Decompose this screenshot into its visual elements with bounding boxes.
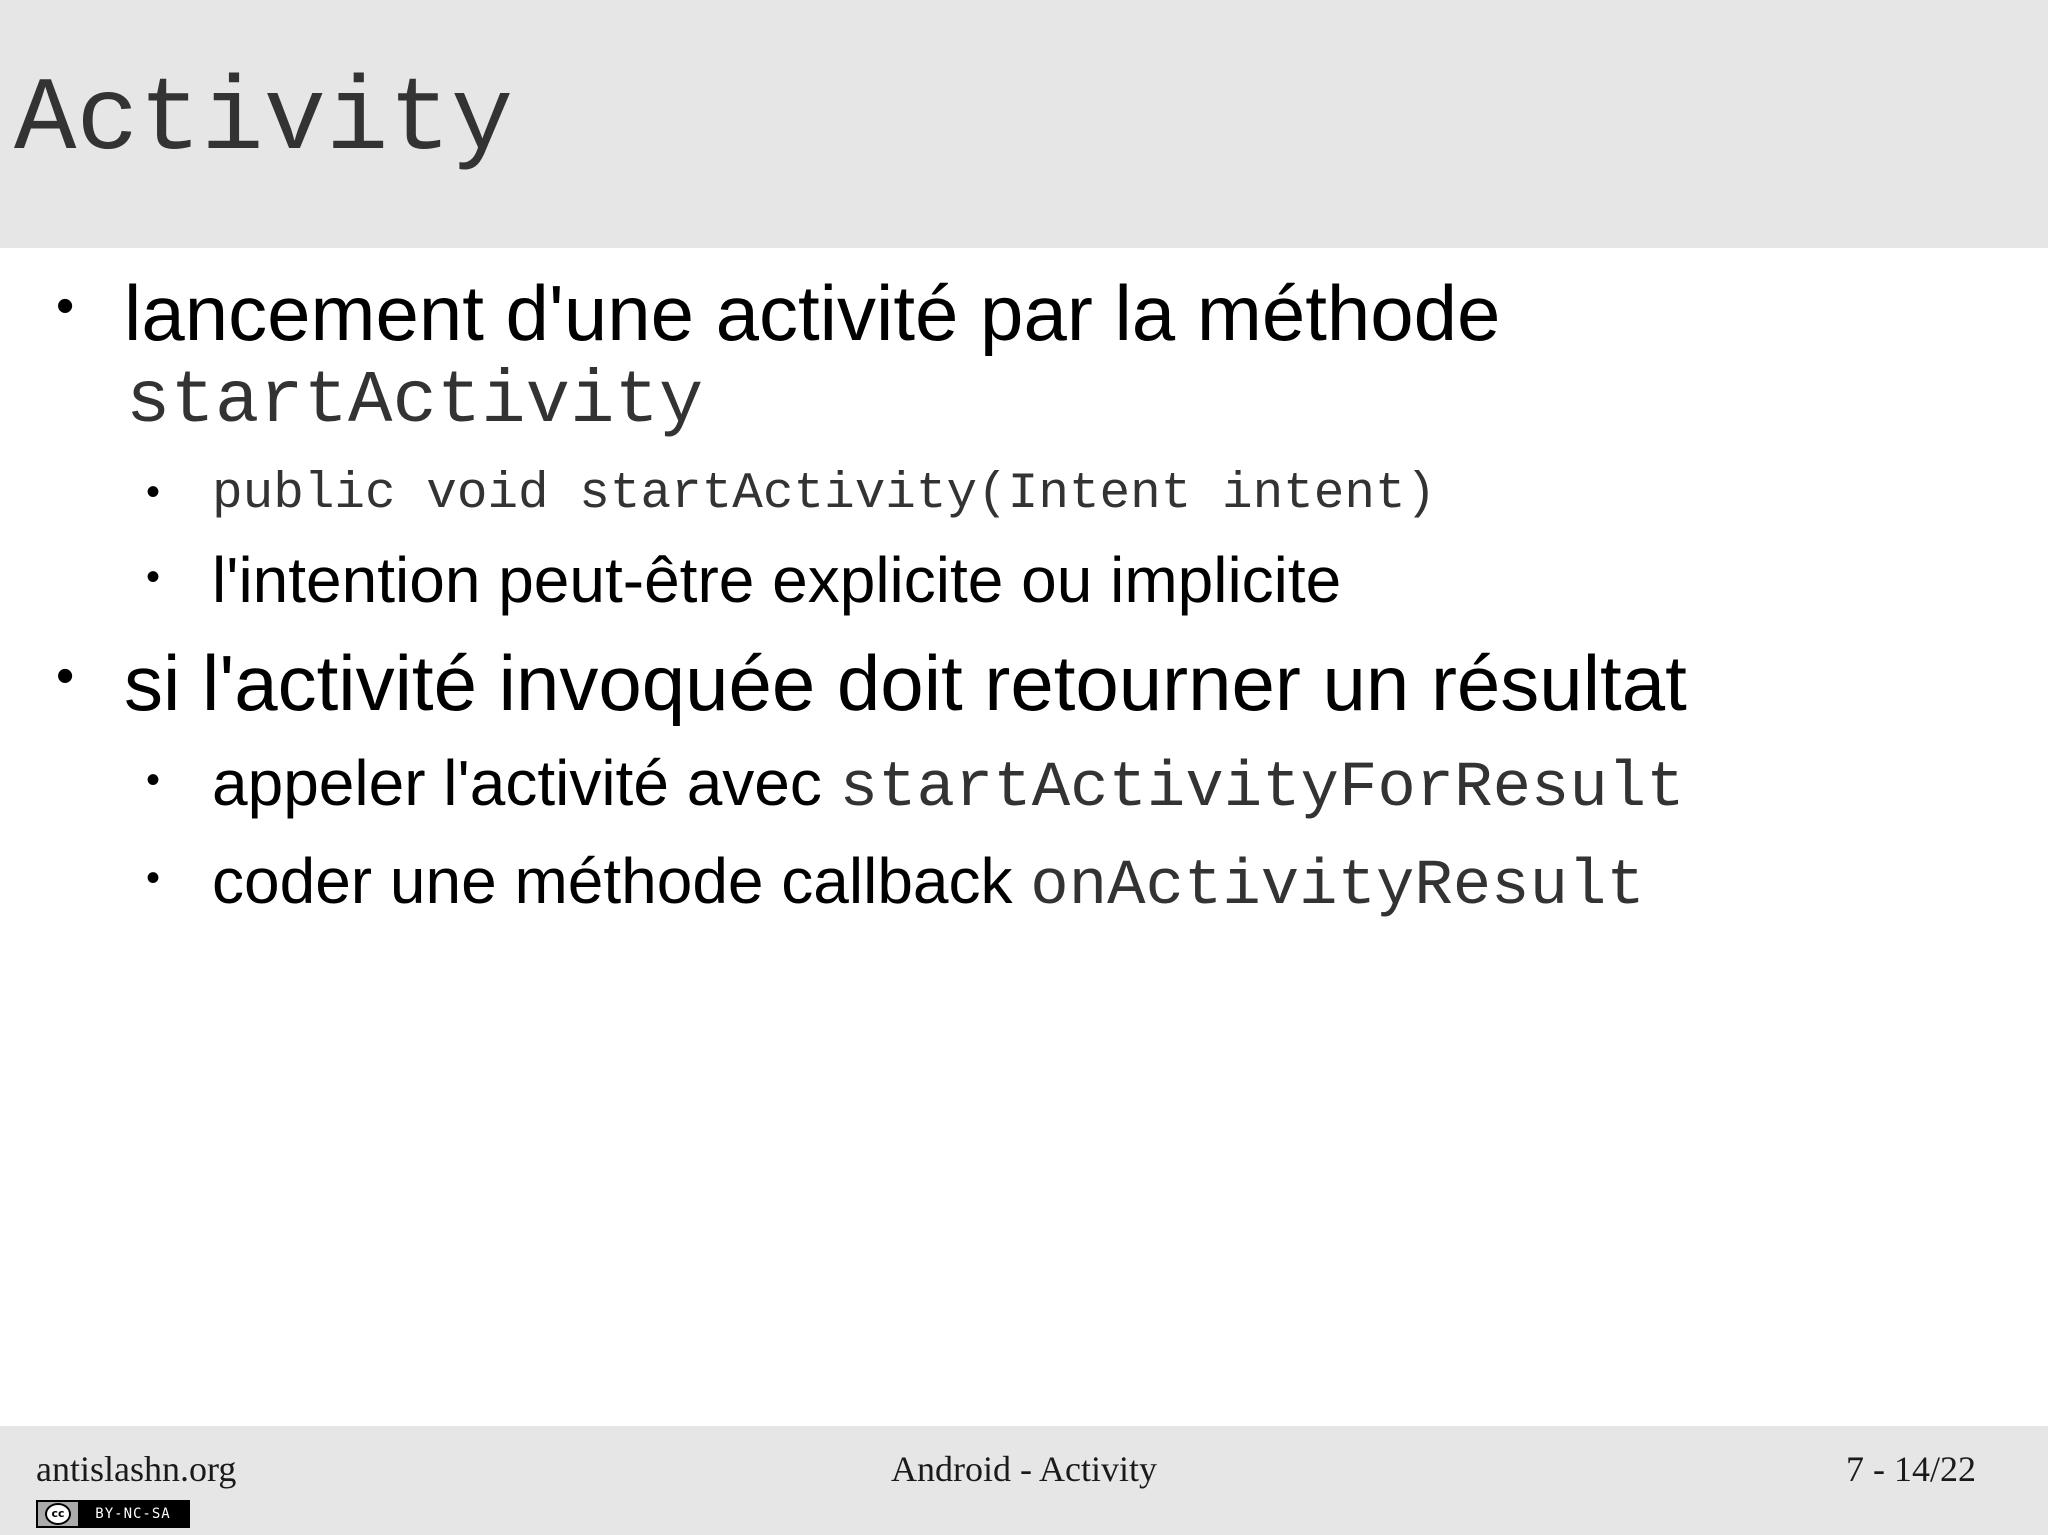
- bullet-1-text: lancement d'une activité par la méthode: [124, 269, 1501, 357]
- cc-license-text: BY-NC-SA: [95, 1506, 171, 1522]
- footer-site: antislashn.org: [36, 1449, 237, 1489]
- bullet-1-dot: •: [56, 277, 75, 335]
- title-bar: [0, 0, 2048, 248]
- bullet-2-sub-1-dot: •: [146, 758, 161, 802]
- footer: [0, 1426, 2048, 1535]
- bullet-2-sub-1-line: [212, 746, 1685, 825]
- bullet-1-sub-2-dot: •: [146, 555, 161, 599]
- bullet-1-sub-1-code: public void startActivity(Intent intent): [212, 466, 1437, 523]
- slide-title: Activity: [14, 62, 514, 180]
- cc-icon: [38, 1502, 78, 1526]
- bullet-2-sub-2-code: onActivityResult: [1030, 851, 1645, 923]
- cc-license-badge: [36, 1500, 190, 1528]
- bullet-1-sub-2-text: l'intention peut-être explicite ou implicite: [212, 544, 1342, 616]
- footer-title: Android - Activity: [891, 1449, 1157, 1489]
- bullet-2-sub-2-dot: •: [146, 856, 161, 900]
- bullet-1-code: startActivity: [126, 360, 704, 444]
- bullet-2-dot: •: [56, 647, 75, 705]
- footer-page-number: 7 - 14/22: [1846, 1449, 1976, 1489]
- cc-icon-label: cc: [45, 1503, 71, 1525]
- bullet-2-sub-1-text: appeler l'activité avec: [212, 747, 840, 819]
- bullet-2-sub-2-line: [212, 844, 1645, 923]
- bullet-2-sub-1-code: startActivityForResult: [839, 753, 1685, 825]
- bullet-2-sub-2-text: coder une méthode callback: [212, 845, 1031, 917]
- bullet-2-text: si l'activité invoquée doit retourner un résultat: [124, 639, 1687, 727]
- bullet-1-sub-1-dot: •: [146, 470, 161, 514]
